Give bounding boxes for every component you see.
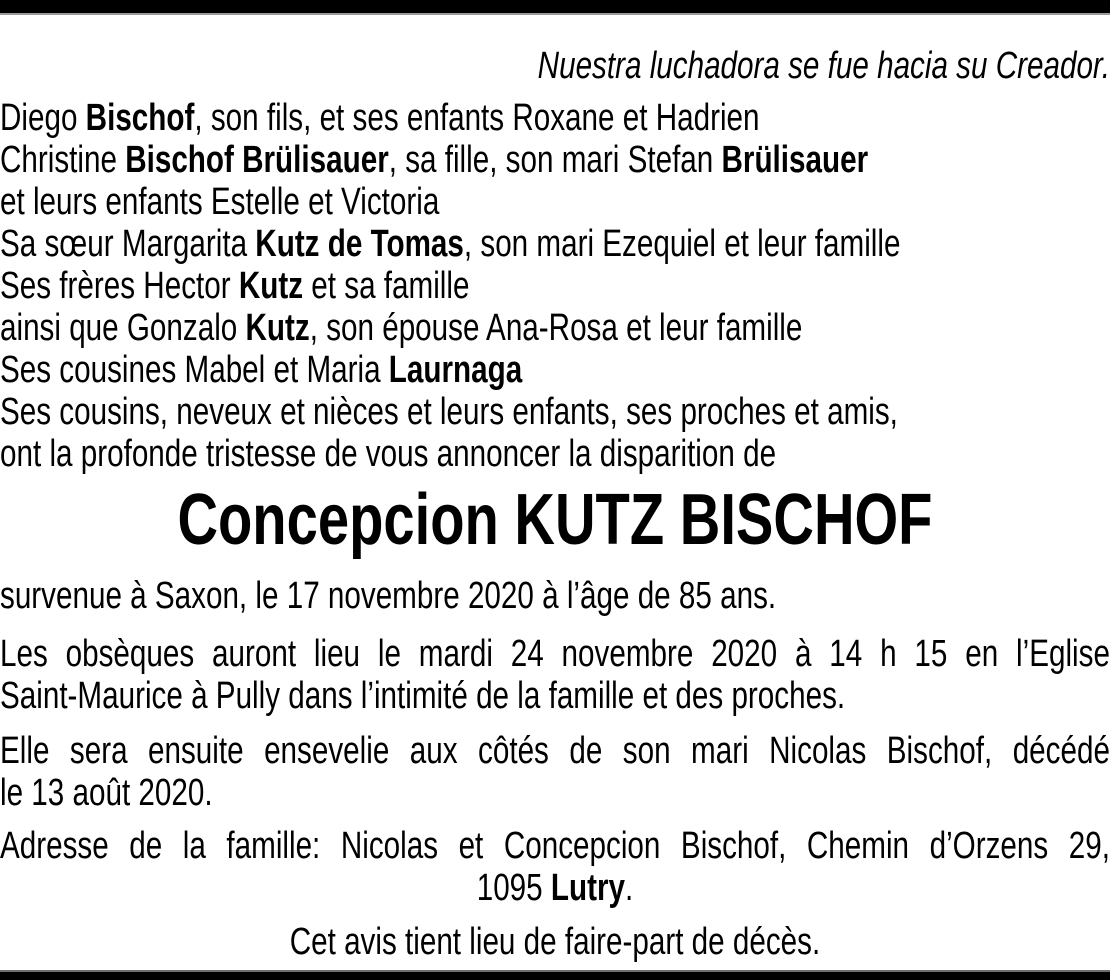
address-paragraph bbox=[0, 825, 1110, 909]
family-line: Ses cousines Mabel et Maria Laurnaga bbox=[0, 349, 523, 391]
funeral-line: Les obsèques auront lieu le mardi 24 novembre 2020 à 14 h 15 en l’Eglise bbox=[0, 633, 1110, 675]
deceased-name: Concepcion KUTZ BISCHOF bbox=[177, 480, 933, 560]
burial-line: le 13 août 2020. bbox=[0, 772, 213, 814]
address-line: Adresse de la famille: Nicolas et Concepcion Bischof, Chemin d’Orzens 29, bbox=[0, 825, 1110, 867]
family-line: ainsi que Gonzalo Kutz, son épouse Ana-Rosa et leur famille bbox=[0, 307, 803, 349]
family-line: Diego Bischof, son fils, et ses enfants Roxane et Hadrien bbox=[0, 97, 760, 139]
family-line: ont la profonde tristesse de vous annoncer la disparition de bbox=[0, 433, 777, 475]
family-line: Ses frères Hector Kutz et sa famille bbox=[0, 265, 470, 307]
epigraph: Nuestra luchadora se fue hacia su Creador. bbox=[537, 45, 1110, 87]
top-rule bbox=[0, 0, 1110, 15]
family-line: Sa sœur Margarita Kutz de Tomas, son mari Ezequiel et leur famille bbox=[0, 223, 901, 265]
death-date-line: survenue à Saxon, le 17 novembre 2020 à l’âge de 85 ans. bbox=[0, 575, 777, 617]
burial-paragraph bbox=[0, 730, 1110, 814]
notice-content bbox=[0, 15, 1110, 963]
family-lines bbox=[0, 97, 1110, 475]
family-line: Christine Bischof Brülisauer, sa fille, son mari Stefan Brülisauer bbox=[0, 139, 869, 181]
funeral-paragraph bbox=[0, 633, 1110, 717]
closing-line: Cet avis tient lieu de faire-part de décès. bbox=[289, 921, 821, 963]
funeral-line: Saint-Maurice à Pully dans l’intimité de la famille et des proches. bbox=[0, 675, 846, 717]
family-line: et leurs enfants Estelle et Victoria bbox=[0, 181, 440, 223]
family-line: Ses cousins, neveux et nièces et leurs enfants, ses proches et amis, bbox=[0, 391, 898, 433]
bottom-rule bbox=[0, 970, 1110, 980]
address-line: 1095 Lutry. bbox=[476, 867, 634, 909]
burial-line: Elle sera ensuite ensevelie aux côtés de son mari Nicolas Bischof, décédé bbox=[0, 730, 1110, 772]
